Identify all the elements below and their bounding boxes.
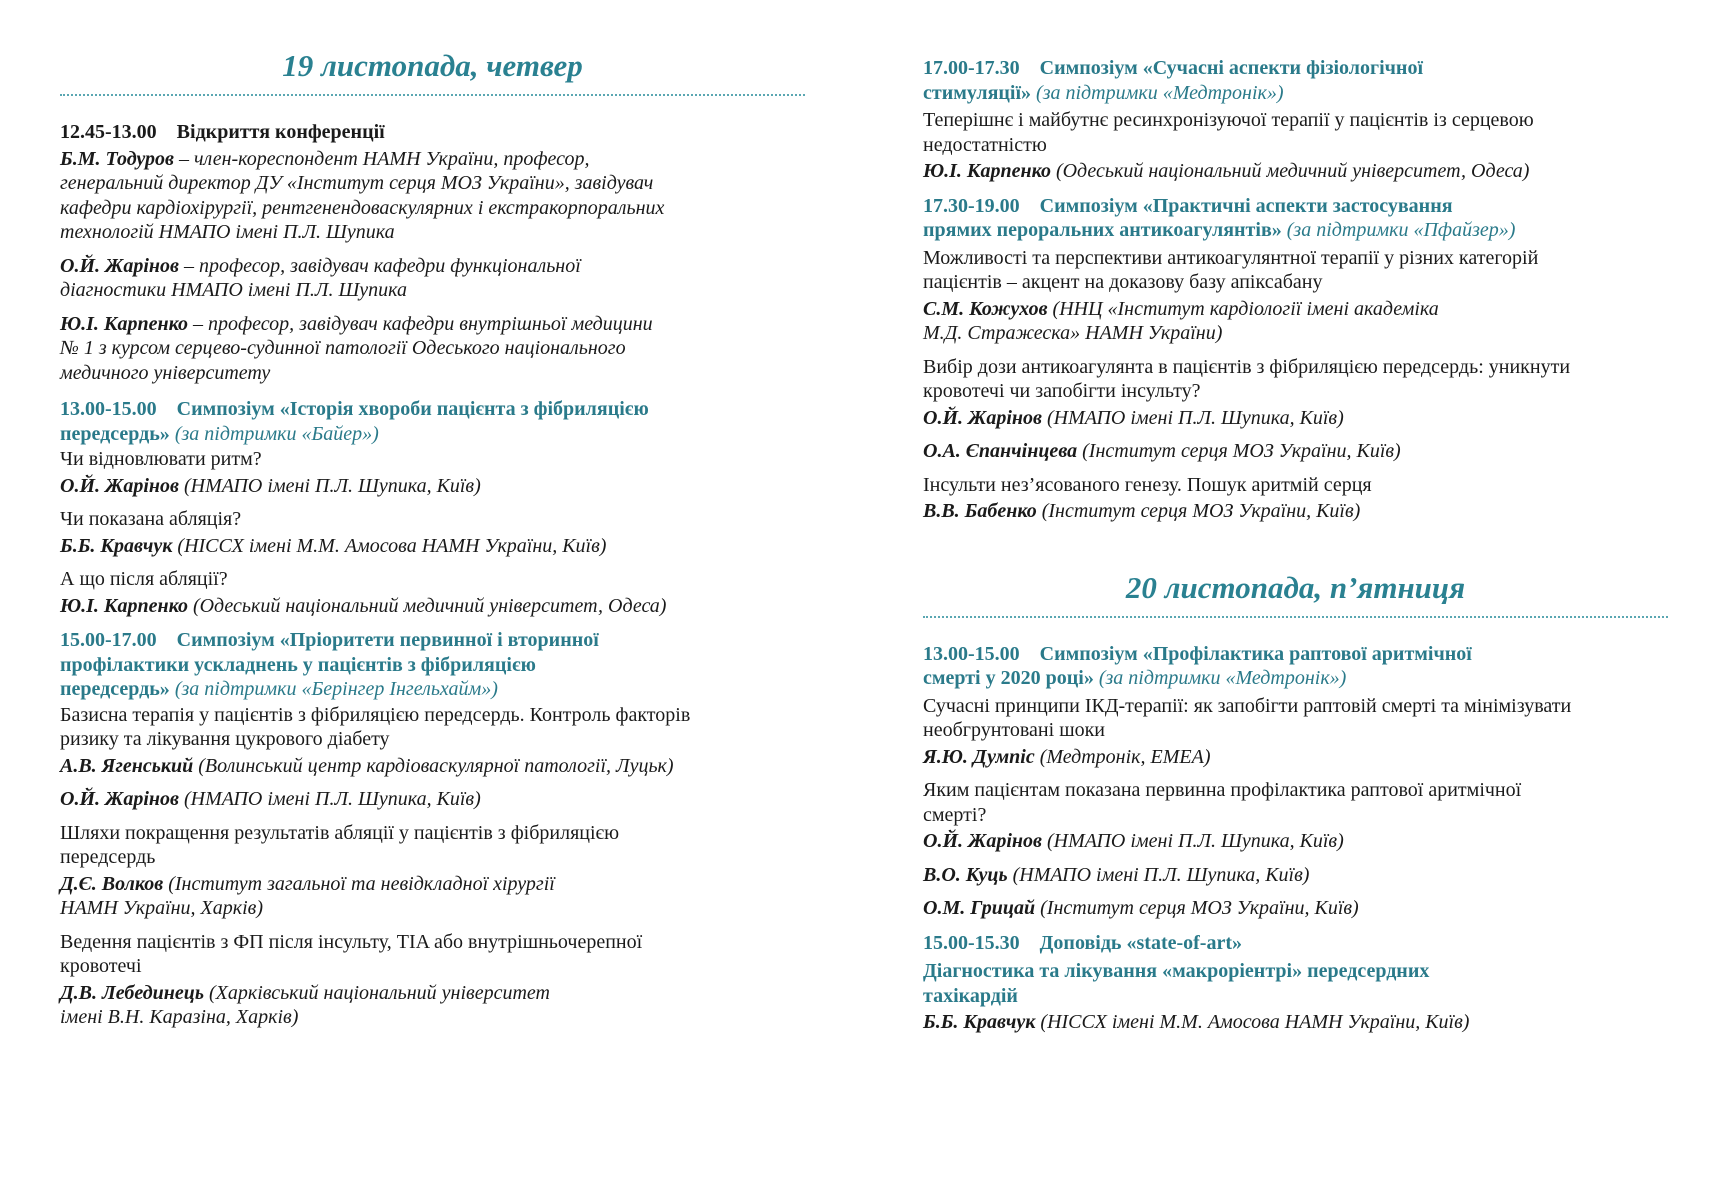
session-symposium-3 bbox=[923, 56, 1668, 184]
session-sponsor: (за підтримки «Байер») bbox=[169, 422, 379, 445]
speaker-name: С.М. Кожухов bbox=[923, 297, 1048, 320]
speaker-entry: Ю.І. Карпенко – професор, завідувач кафедри внутрішньої медицини № 1 з курсом серцево-судинної патології Одеського національного медичного університету bbox=[60, 312, 653, 384]
session-time: 13.00-15.00 bbox=[923, 642, 1020, 665]
session-sponsor: (за підтримки «Медтронік») bbox=[1093, 667, 1347, 689]
talk-topic: Інсульти нез’ясованого генезу. Пошук аритмій серця bbox=[923, 473, 1372, 496]
session-heading: 15.00-15.30 Доповідь «state-of-art» bbox=[923, 931, 1243, 954]
speaker-entry: О.А. Єпанчінцева (Інститут серця МОЗ України, Київ) bbox=[923, 440, 1401, 462]
speaker-entry: В.В. Бабенко (Інститут серця МОЗ України, Київ) bbox=[923, 500, 1361, 522]
speaker-entry: О.Й. Жарінов – професор, завідувач кафедри функціональної діагностики НМАПО імені П.Л. Шупика bbox=[60, 254, 581, 301]
talk-topic: Чи показана абляція? bbox=[60, 508, 242, 530]
talk-topic: Можливості та перспективи антикоагулянтної терапії у різних категорій пацієнтів – акцент на доказову базу апіксабану bbox=[923, 246, 1539, 293]
session-heading: 13.00-15.00 Симпозіум «Профілактика раптової аритмічної смерті у 2020 році» (за підтримки «Медтронік») bbox=[923, 642, 1472, 689]
speaker-entry: В.О. Куць (НМАПО імені П.Л. Шупика, Київ) bbox=[923, 863, 1310, 886]
session-sponsor: (за підтримки «Пфайзер») bbox=[1281, 219, 1516, 241]
speaker-entry: С.М. Кожухов (ННЦ «Інститут кардіології імені академіка М.Д. Стражеска» НАМН України) bbox=[923, 297, 1439, 344]
speaker-name: Б.Б. Кравчук bbox=[60, 534, 173, 557]
speaker-name: О.Й. Жарінов bbox=[60, 788, 179, 810]
day-title-nov-20: 20 листопада, п’ятниця bbox=[923, 570, 1668, 618]
session-time: 17.00-17.30 bbox=[923, 57, 1020, 79]
speaker-entry: Д.Є. Волков (Інститут загальної та невідкладної хірургії НАМН України, Харків) bbox=[60, 872, 555, 919]
speaker-entry: Б.Б. Кравчук (НІССХ імені М.М. Амосова НАМН України, Київ) bbox=[923, 1011, 1470, 1033]
speaker-entry: О.Й. Жарінов (НМАПО імені П.Л. Шупика, Київ) bbox=[923, 830, 1344, 852]
speaker-name: Д.Є. Волков bbox=[60, 872, 164, 895]
speaker-name: Я.Ю. Думпіс bbox=[923, 745, 1035, 768]
speaker-name: О.Й. Жарінов bbox=[923, 830, 1042, 852]
session-heading: 15.00-17.00 Симпозіум «Пріоритети первинної і вторинної профілактики ускладнень у пацієнтів з фібриляцією передсердь» (за підтримки «Берінгер Інгельхайм») bbox=[60, 629, 599, 700]
session-heading bbox=[60, 120, 805, 145]
speaker-entry: Ю.І. Карпенко (Одеський національний медичний університет, Одеса) bbox=[923, 160, 1530, 182]
speaker-name: В.О. Куць bbox=[923, 863, 1008, 886]
talk-topic: А що після абляції? bbox=[60, 568, 228, 590]
session-opening bbox=[60, 120, 805, 385]
speaker-name: Ю.І. Карпенко bbox=[60, 594, 188, 617]
session-time: 12.45-13.00 bbox=[60, 121, 157, 143]
talk-topic: Шляхи покращення результатів абляції у пацієнтів з фібриляцією передсердь bbox=[60, 821, 620, 868]
session-time: 15.00-17.00 bbox=[60, 629, 157, 651]
session-heading: 17.30-19.00 Симпозіум «Практичні аспекти застосування прямих пероральних антикоагулянтів» (за підтримки «Пфайзер») bbox=[923, 194, 1516, 241]
session-symposium-1 bbox=[60, 397, 805, 618]
session-symposium-5 bbox=[923, 642, 1668, 921]
speaker-entry: Ю.І. Карпенко (Одеський національний медичний університет, Одеса) bbox=[60, 594, 667, 617]
speaker-name: В.В. Бабенко bbox=[923, 500, 1037, 522]
session-time: 17.30-19.00 bbox=[923, 194, 1020, 217]
session-time: 15.00-15.30 bbox=[923, 931, 1020, 954]
speaker-name: О.М. Грицай bbox=[923, 897, 1036, 919]
speaker-entry: Б.Б. Кравчук (НІССХ імені М.М. Амосова НАМН України, Київ) bbox=[60, 534, 607, 557]
session-sponsor: (за підтримки «Медтронік») bbox=[1031, 81, 1284, 104]
session-report-state-of-art bbox=[923, 931, 1668, 1035]
speaker-entry: О.Й. Жарінов (НМАПО імені П.Л. Шупика, Київ) bbox=[60, 788, 481, 810]
session-sponsor: (за підтримки «Берінгер Інгельхайм») bbox=[169, 678, 498, 700]
talk-topic: Чи відновлювати ритм? bbox=[60, 448, 262, 470]
left-column bbox=[60, 0, 805, 1036]
speaker-name: О.Й. Жарінов bbox=[923, 406, 1042, 429]
session-heading: 17.00-17.30 Симпозіум «Сучасні аспекти фізіологічної стимуляції» (за підтримки «Медтронік») bbox=[923, 57, 1424, 104]
talk-topic: Вибір дози антикоагулянта в пацієнтів з фібриляцією передсердь: уникнути кровотечі чи запобігти інсульту? bbox=[923, 355, 1571, 402]
session-time: 13.00-15.00 bbox=[60, 398, 157, 420]
speaker-entry: Д.В. Лебединець (Харківський національний університет імені В.Н. Каразіна, Харків) bbox=[60, 981, 550, 1028]
talk-topic: Ведення пацієнтів з ФП після інсульту, TIA або внутрішньочерепної кровотечі bbox=[60, 930, 643, 977]
right-column bbox=[923, 56, 1668, 1041]
report-subtitle: Діагностика та лікування «макроріентрі» передсердних тахікардій bbox=[923, 960, 1430, 1007]
session-symposium-2 bbox=[60, 628, 805, 1030]
talk-topic: Сучасні принципи ІКД-терапії: як запобігти раптовій смерті та мінімізувати необгрунтовані шоки bbox=[923, 694, 1572, 741]
speaker-name: Б.М. Тодуров bbox=[60, 147, 174, 170]
session-symposium-4 bbox=[923, 194, 1668, 524]
speaker-name: Д.В. Лебединець bbox=[60, 981, 204, 1004]
speaker-name: Ю.І. Карпенко bbox=[923, 160, 1051, 182]
speaker-entry: А.В. Ягенський (Волинський центр кардіоваскулярної патології, Луцьк) bbox=[60, 754, 674, 777]
talk-topic: Яким пацієнтам показана первинна профілактика раптової аритмічної смерті? bbox=[923, 779, 1522, 826]
speaker-entry: О.Й. Жарінов (НМАПО імені П.Л. Шупика, Київ) bbox=[60, 474, 481, 497]
speaker-entry: Б.М. Тодуров – член-кореспондент НАМН України, професор, генеральний директор ДУ «Інститут серця МОЗ України», завідувач кафедри кардіохірургії, рентгенендоваскулярних і екстракорпоральних технологій НМАПО імені П.Л. Шупика bbox=[60, 147, 665, 243]
speaker-entry: Я.Ю. Думпіс (Медтронік, ЕМЕА) bbox=[923, 745, 1211, 768]
speaker-name: Ю.І. Карпенко bbox=[60, 312, 188, 335]
speaker-entry: О.Й. Жарінов (НМАПО імені П.Л. Шупика, Київ) bbox=[923, 406, 1344, 429]
talk-topic: Теперішнє і майбутнє ресинхронізуючої терапії у пацієнтів із серцевою недостатністю bbox=[923, 109, 1534, 156]
day-title-nov-19: 19 листопада, четвер bbox=[60, 48, 805, 96]
session-heading: 13.00-15.00 Симпозіум «Історія хвороби пацієнта з фібриляцією передсердь» (за підтримки «Байер») bbox=[60, 398, 649, 445]
speaker-name: Б.Б. Кравчук bbox=[923, 1011, 1036, 1033]
speaker-name: О.А. Єпанчінцева bbox=[923, 440, 1078, 462]
speaker-name: О.Й. Жарінов bbox=[60, 474, 179, 497]
speaker-name: А.В. Ягенський bbox=[60, 754, 194, 777]
speaker-name: О.Й. Жарінов bbox=[60, 254, 179, 277]
talk-topic: Базисна терапія у пацієнтів з фібриляцією передсердь. Контроль факторів ризику та лікування цукрового діабету bbox=[60, 703, 691, 750]
speaker-entry: О.М. Грицай (Інститут серця МОЗ України, Київ) bbox=[923, 897, 1359, 919]
session-title: Відкриття конференції bbox=[176, 121, 385, 143]
